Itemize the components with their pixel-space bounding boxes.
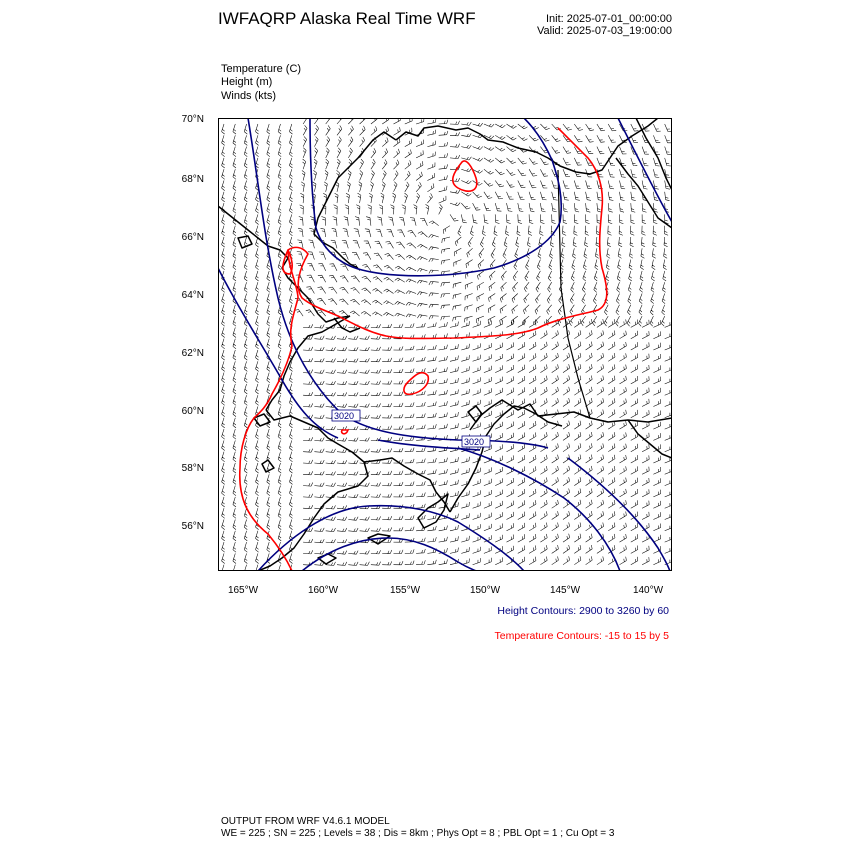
- lat-label: 70°N: [181, 114, 204, 125]
- lon-label: 140°W: [632, 585, 664, 596]
- lon-label: 160°W: [307, 585, 339, 596]
- lat-label: 62°N: [181, 348, 204, 359]
- height-label: 3020: [334, 411, 355, 421]
- lat-label: 64°N: [181, 290, 204, 301]
- model-info-line2: WE = 225 ; SN = 225 ; Levels = 38 ; Dis = 8km ; Phys Opt = 8 ; PBL Opt = 1 ; Cu Opt = 3: [221, 828, 615, 839]
- map-title: IWFAQRP Alaska Real Time WRF: [218, 9, 476, 28]
- temperature-contours-legend: Temperature Contours: -15 to 15 by 5: [494, 630, 669, 642]
- lat-label: 56°N: [181, 521, 204, 532]
- variable-winds: Winds (kts): [221, 90, 276, 102]
- model-info-line1: OUTPUT FROM WRF V4.6.1 MODEL: [221, 816, 390, 827]
- wrf-map: [218, 118, 672, 571]
- height-label: 3020: [464, 437, 485, 447]
- lat-label: 58°N: [181, 463, 204, 474]
- lat-label: 66°N: [181, 232, 204, 243]
- lon-label: 165°W: [227, 585, 259, 596]
- lat-label: 68°N: [181, 174, 204, 185]
- init-time: Init: 2025-07-01_00:00:00: [546, 13, 672, 25]
- variable-height: Height (m): [221, 76, 273, 88]
- height-contours-legend: Height Contours: 2900 to 3260 by 60: [497, 605, 669, 617]
- lon-label: 145°W: [549, 585, 581, 596]
- variable-temperature: Temperature (C): [221, 63, 302, 75]
- lon-label: 150°W: [469, 585, 501, 596]
- lat-label: 60°N: [181, 406, 204, 417]
- valid-time: Valid: 2025-07-03_19:00:00: [537, 25, 672, 37]
- lon-label: 155°W: [389, 585, 421, 596]
